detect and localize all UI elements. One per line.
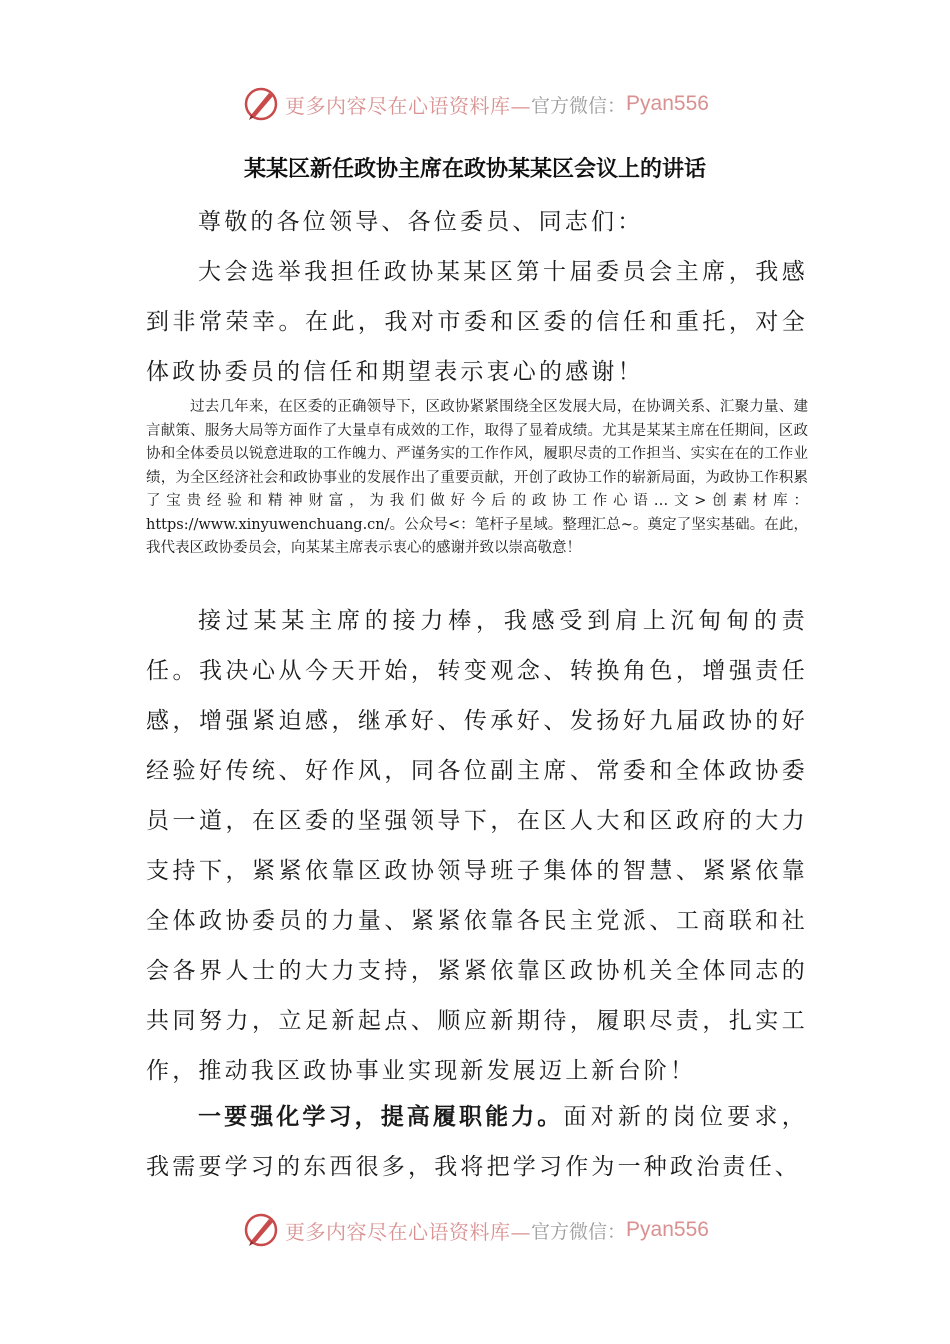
- salutation-block: [146, 197, 808, 247]
- watermark-text: 更多内容尽在心语资料库—: [285, 1219, 532, 1244]
- salutation: 尊敬的各位领导、各位委员、同志们：: [198, 209, 644, 235]
- watermark-wechat-label: 官方微信：: [531, 94, 627, 117]
- pen-logo-icon: [241, 1210, 281, 1250]
- paragraph-3-block: [146, 596, 808, 1096]
- paragraph-4: [146, 1092, 808, 1192]
- watermark-text: 更多内容尽在心语资料库—: [285, 93, 532, 118]
- paragraph-4-lead: 一要强化学习，提高履职能力。: [198, 1104, 564, 1130]
- pen-logo-icon: [241, 84, 281, 124]
- watermark-wechat-id: Pyan556: [626, 1218, 709, 1241]
- footer-watermark: [0, 1208, 950, 1252]
- paragraph-3: 接过某某主席的接力棒，我感受到肩上沉甸甸的责任。我决心从今天开始，转变观念、转换角色，增强责任感，增强紧迫感，继承好、传承好、发扬好九届政协的好经验好传统、好作风，同各位副主席、常委和全体政协委员一道，在区委的坚强领导下，在区人大和区政府的大力支持下，紧紧依靠区政协领导班子集体的智慧、紧紧依靠全体政协委员的力量、紧紧依靠各民主党派、工商联和社会各界人士的大力支持，紧紧依靠区政协机关全体同志的共同努力，立足新起点、顺应新期待，履职尽责，扎实工作，推动我区政协事业实现新发展迈上新台阶！: [146, 608, 808, 1084]
- header-watermark: [0, 82, 950, 126]
- paragraph-2: 过去几年来，在区委的正确领导下，区政协紧紧围绕全区发展大局，在协调关系、汇聚力量、建言献策、服务大局等方面作了大量卓有成效的工作，取得了显着成绩。尤其是某某主席在任期间，区政协和全体委员以锐意进取的工作魄力、严谨务实的工作作风，履职尽责的工作担当、实实在在的工作业绩，为全区经济社会和政协事业的发展作出了重要贡献，开创了政协工作的崭新局面，为政协工作积累了宝贵经验和精神财富，为我们做好今后的政协工作心语…文>创素材库：https://www.xinyuwenchuang.cn/。公众号<：笔杆子星域。整理汇总~。奠定了坚实基础。在此，我代表区政协委员会，向某某主席表示衷心的感谢并致以崇高敬意！: [146, 399, 808, 556]
- watermark-wechat-id: Pyan556: [626, 92, 709, 115]
- paragraph-1: 大会选举我担任政协某某区第十届委员会主席，我感到非常荣幸。在此，我对市委和区委的信任和重托，对全体政协委员的信任和期望表示衷心的感谢！: [146, 259, 808, 385]
- paragraph-1-block: [146, 247, 808, 397]
- paragraph-2-block: [146, 396, 808, 561]
- watermark-wechat-label: 官方微信：: [531, 1220, 627, 1243]
- document-title: 某某区新任政协主席在政协某某区会议上的讲话: [243, 157, 706, 182]
- paragraph-4-rest: 面对新的岗位要求，我需要学习的东西很多，我将把学习作为一种政治责任、: [146, 1104, 809, 1180]
- paragraph-4-block: [146, 1092, 808, 1192]
